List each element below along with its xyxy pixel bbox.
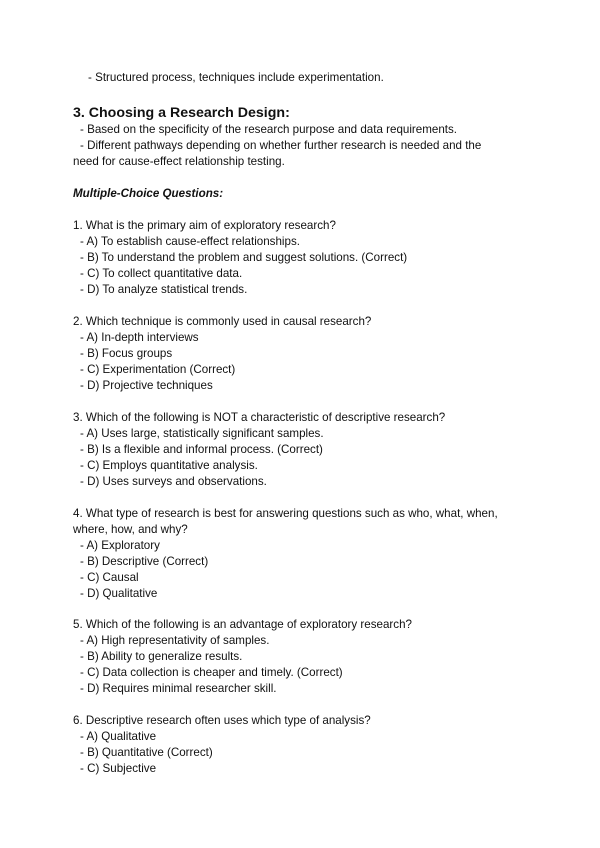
question-5-option-b: - B) Ability to generalize results. (80, 650, 243, 663)
question-4-line-2: where, how, and why? (73, 523, 188, 536)
question-6-option-c: - C) Subjective (80, 762, 157, 775)
question-3-option-d: - D) Uses surveys and observations. (80, 475, 267, 488)
structured-process-line: - Structured process, techniques include experimentation. (88, 71, 384, 84)
question-5: 5. Which of the following is an advantage of exploratory research? (73, 618, 412, 631)
question-5-option-d: - D) Requires minimal researcher skill. (80, 682, 277, 695)
section-3-bullet-2-line-2: need for cause-effect relationship testing. (73, 155, 285, 168)
question-4-option-d: - D) Qualitative (80, 587, 158, 600)
question-3-option-a: - A) Uses large, statistically significant samples. (80, 427, 324, 440)
question-2-option-b: - B) Focus groups (80, 347, 173, 360)
question-6-option-a: - A) Qualitative (80, 730, 157, 743)
question-3: 3. Which of the following is NOT a characteristic of descriptive research? (73, 411, 446, 424)
question-3-option-b: - B) Is a flexible and informal process. (Correct) (80, 443, 323, 456)
question-1-option-c: - C) To collect quantitative data. (80, 267, 243, 280)
question-1-option-a: - A) To establish cause-effect relationships. (80, 235, 300, 248)
question-4-option-a: - A) Exploratory (80, 539, 160, 552)
section-3-bullet-1: - Based on the specificity of the research purpose and data requirements. (80, 123, 458, 136)
question-4-option-c: - C) Causal (80, 571, 139, 584)
question-2-option-a: - A) In-depth interviews (80, 331, 199, 344)
question-5-option-c: - C) Data collection is cheaper and timely. (Correct) (80, 666, 343, 679)
mcq-heading: Multiple-Choice Questions: (73, 187, 224, 200)
question-6: 6. Descriptive research often uses which type of analysis? (73, 714, 371, 727)
question-1-option-b: - B) To understand the problem and suggest solutions. (Correct) (80, 251, 408, 264)
question-2: 2. Which technique is commonly used in causal research? (73, 315, 372, 328)
question-1-option-d: - D) To analyze statistical trends. (80, 283, 248, 296)
question-5-option-a: - A) High representativity of samples. (80, 634, 270, 647)
question-1: 1. What is the primary aim of exploratory research? (73, 219, 336, 232)
question-6-option-b: - B) Quantitative (Correct) (80, 746, 213, 759)
section-3-bullet-2-line-1: - Different pathways depending on whether further research is needed and the (80, 139, 482, 152)
question-3-option-c: - C) Employs quantitative analysis. (80, 459, 258, 472)
question-4-option-b: - B) Descriptive (Correct) (80, 555, 209, 568)
section-3-heading: 3. Choosing a Research Design: (73, 105, 290, 121)
question-2-option-c: - C) Experimentation (Correct) (80, 363, 236, 376)
question-2-option-d: - D) Projective techniques (80, 379, 213, 392)
question-4-line-1: 4. What type of research is best for answering questions such as who, what, when, (73, 507, 498, 520)
